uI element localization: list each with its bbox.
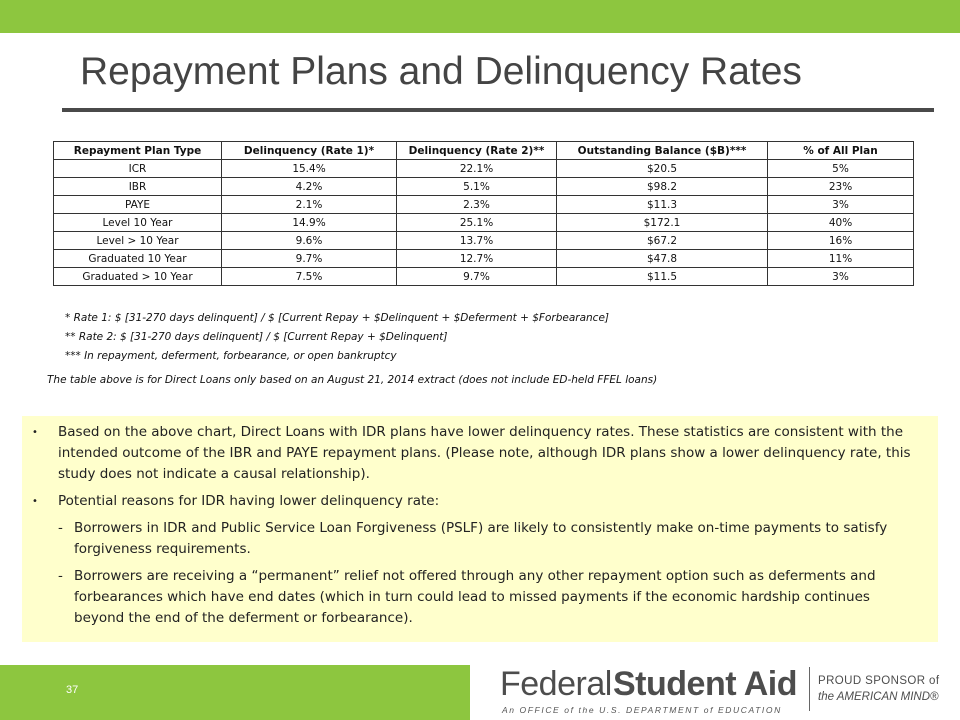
cell-balance: $98.2 [557,178,768,196]
cell-balance: $172.1 [557,214,768,232]
footnote-rate-2: ** Rate 2: $ [31-270 days delinquent] / $ [Current Repay + $Delinquent] [65,331,448,343]
bullet-dot-icon: • [32,427,38,438]
cell-plan-type: Graduated 10 Year [54,250,222,268]
table-row [54,232,914,250]
top-accent-bar [0,0,960,33]
bullet-text: Based on the above chart, Direct Loans with IDR plans have lower delinquency rates. These statistics are consistent with the intended outcome of the IBR and PAYE repayment plans. (Please note, although IDR plans show a lower delinquency rate, this study does not indicate a causal relationship). [58,424,911,482]
cell-plan-type: Level 10 Year [54,214,222,232]
cell-rate-1: 7.5% [222,268,397,286]
footnote-balance: *** In repayment, deferment, forbearance, or open bankruptcy [65,350,397,362]
cell-percent: 3% [768,268,914,286]
cell-rate-1: 2.1% [222,196,397,214]
cell-balance: $47.8 [557,250,768,268]
header-plan-type: Repayment Plan Type [54,142,222,160]
cell-balance: $11.3 [557,196,768,214]
cell-balance: $20.5 [557,160,768,178]
federal-student-aid-logo [500,663,945,715]
cell-plan-type: IBR [54,178,222,196]
cell-rate-2: 12.7% [397,250,557,268]
bullet-text: Potential reasons for IDR having lower delinquency rate: [58,493,440,509]
cell-plan-type: ICR [54,160,222,178]
logo-sponsor-text [818,673,939,705]
table-row [54,250,914,268]
cell-rate-1: 14.9% [222,214,397,232]
logo-word-federal: Federal [500,665,612,703]
cell-rate-2: 22.1% [397,160,557,178]
cell-rate-1: 9.6% [222,232,397,250]
page-number: 37 [66,684,79,696]
dash-icon: - [58,520,63,536]
cell-percent: 23% [768,178,914,196]
table-row [54,160,914,178]
cell-rate-2: 5.1% [397,178,557,196]
cell-percent: 16% [768,232,914,250]
sponsor-line-1: PROUD SPONSOR of [818,675,940,687]
cell-rate-2: 13.7% [397,232,557,250]
bullet-item [32,422,916,485]
delinquency-table [53,141,914,286]
cell-plan-type: PAYE [54,196,222,214]
logo-divider [809,667,810,711]
cell-rate-1: 4.2% [222,178,397,196]
cell-plan-type: Level > 10 Year [54,232,222,250]
header-rate-2: Delinquency (Rate 2)** [397,142,557,160]
header-percent: % of All Plan [768,142,914,160]
sub-bullet-item [58,518,916,560]
sub-bullet-item [58,566,916,629]
footnote-rate-1: * Rate 1: $ [31-270 days delinquent] / $ [Current Repay + $Delinquent + $Deferment + $Forbearance] [65,312,610,324]
cell-rate-2: 25.1% [397,214,557,232]
cell-percent: 3% [768,196,914,214]
sub-bullet-text: Borrowers in IDR and Public Service Loan Forgiveness (PSLF) are likely to consistently make on-time payments to satisfy forgiveness requirements. [74,520,888,557]
title-divider [62,108,934,112]
table-row [54,268,914,286]
header-balance: Outstanding Balance ($B)*** [557,142,768,160]
findings-panel [22,416,938,642]
dash-icon: - [58,568,63,584]
cell-rate-1: 9.7% [222,250,397,268]
cell-percent: 5% [768,160,914,178]
table-row [54,196,914,214]
sponsor-line-2: the AMERICAN MIND® [818,691,939,703]
table-header-row [54,142,914,160]
cell-plan-type: Graduated > 10 Year [54,268,222,286]
logo-subtitle: An OFFICE of the U.S. DEPARTMENT of EDUCATION [502,705,782,715]
cell-rate-1: 15.4% [222,160,397,178]
cell-percent: 11% [768,250,914,268]
source-note: The table above is for Direct Loans only based on an August 21, 2014 extract (does not include ED-held FFEL loans) [47,374,658,386]
cell-rate-2: 9.7% [397,268,557,286]
header-rate-1: Delinquency (Rate 1)* [222,142,397,160]
table-row [54,178,914,196]
table-row [54,214,914,232]
cell-balance: $67.2 [557,232,768,250]
logo-word-student-aid: Student Aid [613,665,797,703]
cell-rate-2: 2.3% [397,196,557,214]
sub-bullet-text: Borrowers are receiving a “permanent” relief not offered through any other repayment option such as deferments and forbearances which have end dates (which in turn could lead to missed payments if the economic hardship continues beyond the end of the deferment or forbearance). [74,568,876,626]
table-footnotes [65,309,609,366]
page-title: Repayment Plans and Delinquency Rates [80,50,802,93]
cell-percent: 40% [768,214,914,232]
bullet-dot-icon: • [32,496,38,507]
bullet-item [32,491,916,512]
cell-balance: $11.5 [557,268,768,286]
